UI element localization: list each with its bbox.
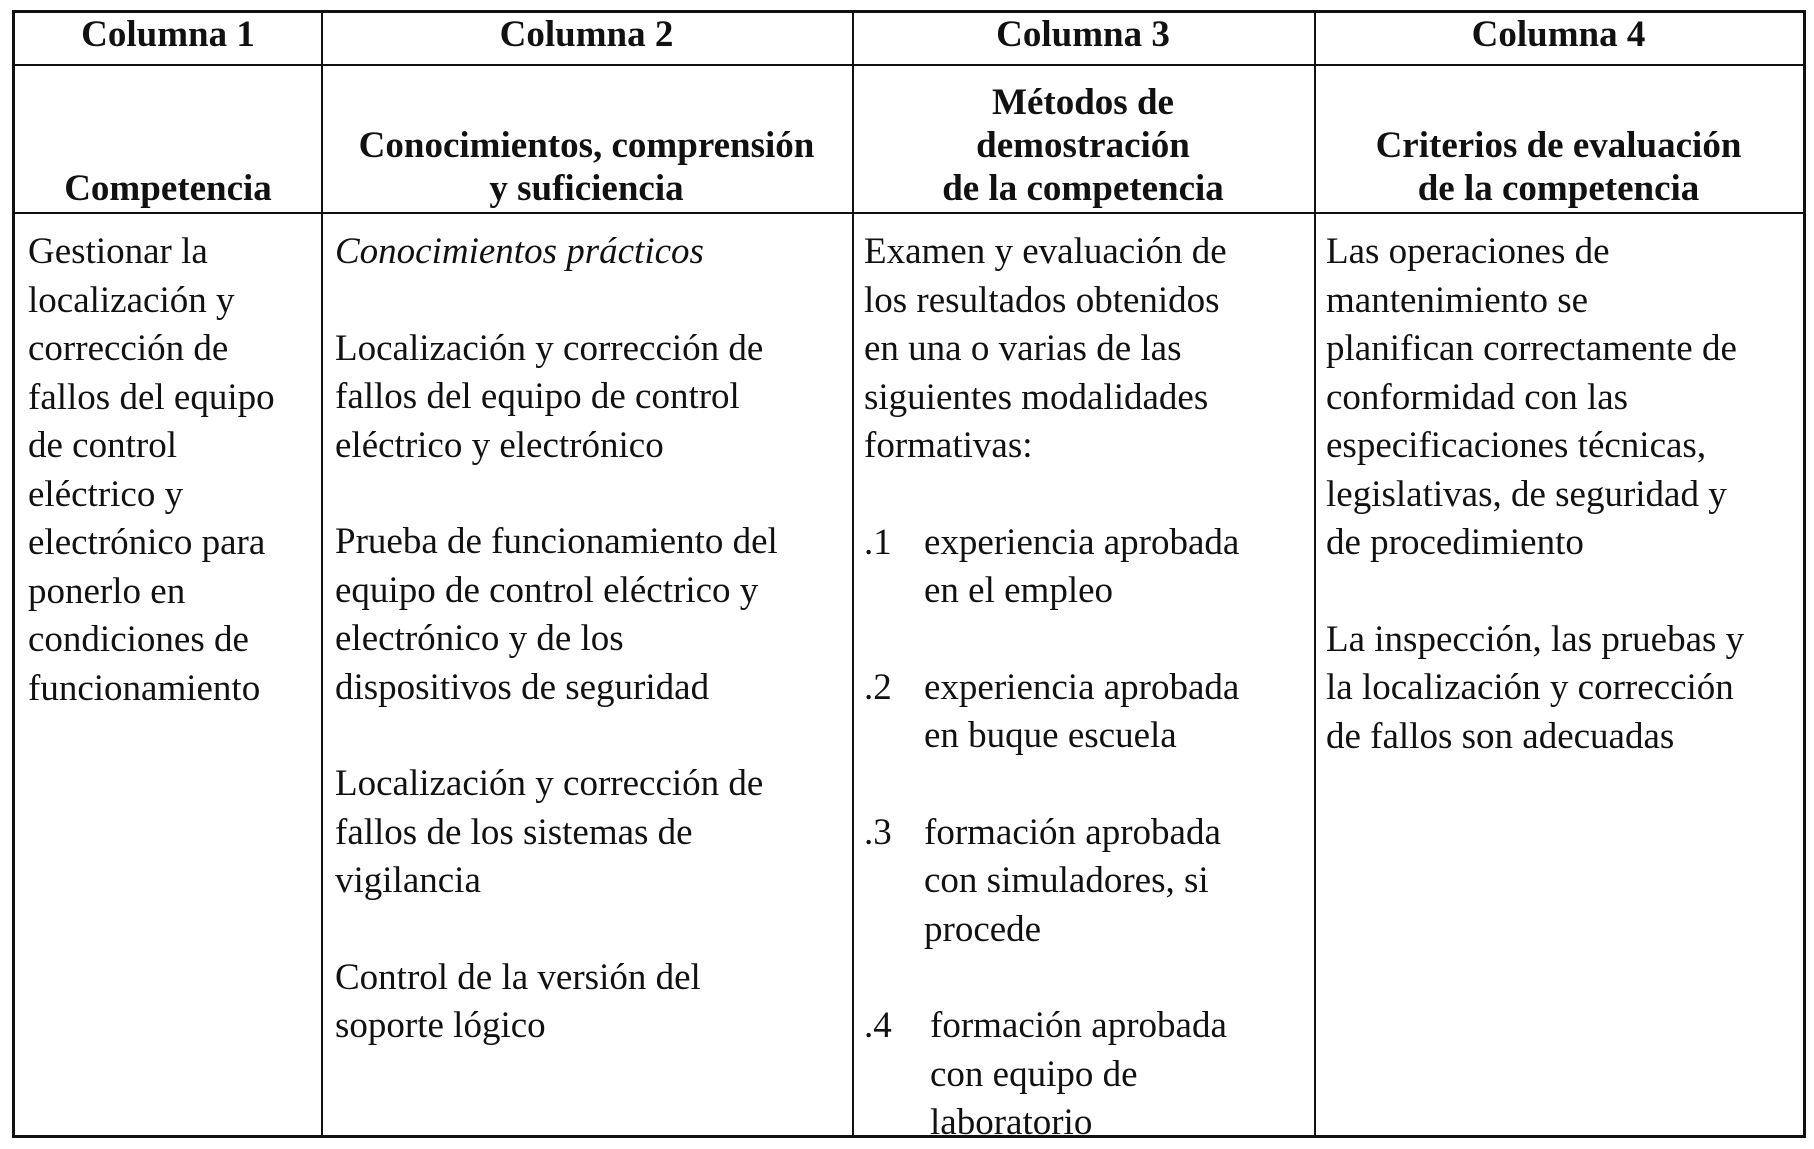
text-line: planifican correctamente de: [1326, 328, 1737, 369]
text-line: La inspección, las pruebas y: [1326, 618, 1745, 660]
column-number-3: Columna 3: [996, 14, 1170, 55]
text-line: experiencia aprobada: [924, 666, 1240, 708]
text-line: fallos de los sistemas de: [335, 811, 693, 853]
text-line: ponerlo en: [28, 570, 186, 612]
text-line: condiciones de: [28, 619, 249, 660]
text-line: funcionamiento: [28, 667, 261, 709]
header-line: Criterios de evaluación: [1375, 125, 1742, 166]
list-marker: .2: [864, 666, 892, 708]
text-line: con equipo de: [930, 1053, 1138, 1095]
text-line: soporte lógico: [335, 1005, 546, 1046]
column-number-1: Columna 1: [81, 14, 255, 55]
text-line: los resultados obtenidos: [864, 279, 1220, 321]
spacer: [1326, 568, 1802, 616]
conocimientos-cell: [335, 228, 850, 1051]
text-line: fallos del equipo de control: [335, 376, 740, 417]
metodos-cell: [864, 228, 1312, 1148]
header-line: Métodos de: [992, 82, 1174, 123]
spacer: [335, 277, 850, 325]
text-line: Control de la versión del: [335, 956, 701, 998]
text-line: laboratorio: [930, 1102, 1093, 1143]
text-line: Examen y evaluación de: [864, 231, 1227, 272]
text-line: electrónico y de los: [335, 618, 624, 659]
text-line: de procedimiento: [1326, 522, 1584, 563]
list-item: [864, 1002, 1312, 1148]
header-line: Competencia: [64, 168, 272, 209]
text-line: eléctrico y electrónico: [335, 424, 664, 466]
text-line: en el empleo: [924, 570, 1114, 611]
header-metodos: [852, 66, 1314, 212]
list-marker: .1: [864, 521, 892, 563]
text-line: Gestionar la: [28, 231, 208, 272]
text-line: eléctrico y: [28, 473, 184, 515]
text-line: equipo de control eléctrico y: [335, 569, 759, 611]
spacer: [335, 712, 850, 760]
column-number-4: Columna 4: [1471, 14, 1646, 55]
text-line: en una o varias de las: [864, 328, 1182, 369]
text-line: en buque escuela: [924, 715, 1177, 756]
text-line: experiencia aprobada: [924, 521, 1240, 563]
competencia-cell: [28, 228, 318, 713]
text-line: dispositivos de seguridad: [335, 666, 710, 708]
list-item: [864, 519, 1312, 616]
list-marker: .3: [864, 811, 892, 853]
header-line: demostración: [976, 125, 1190, 166]
text-line: la localización y corrección: [1326, 667, 1734, 708]
text-line: de fallos son adecuadas: [1326, 715, 1675, 757]
competence-table: [12, 10, 1806, 1143]
header-conocimientos: [321, 66, 852, 212]
spacer: [335, 470, 850, 518]
text-line: de control: [28, 425, 177, 466]
text-line: formación aprobada: [924, 811, 1221, 853]
column-number-2: Columna 2: [499, 14, 674, 55]
header-competencia: [15, 66, 321, 212]
spacer: [864, 471, 1312, 519]
text-line: Localización y corrección de: [335, 327, 764, 369]
text-line: formativas:: [864, 425, 1033, 466]
text-line: mantenimiento se: [1326, 279, 1589, 321]
text-line: fallos del equipo: [28, 376, 275, 418]
text-line: especificaciones técnicas,: [1326, 425, 1707, 466]
text-line: corrección de: [28, 328, 229, 369]
text-line: formación aprobada: [930, 1005, 1227, 1046]
text-line: Las operaciones de: [1326, 231, 1610, 272]
text-line: legislativas, de seguridad y: [1326, 473, 1727, 515]
spacer: [335, 906, 850, 954]
spacer: [864, 616, 1312, 664]
text-line: con simuladores, si: [924, 860, 1209, 901]
header-line: de la competencia: [1417, 168, 1700, 209]
section-subtitle: Conocimientos prácticos: [335, 231, 704, 272]
list-marker: .4: [864, 1005, 892, 1046]
text-line: electrónico para: [28, 522, 266, 563]
text-line: conformidad con las: [1326, 376, 1629, 418]
header-line: Conocimientos, comprensión: [358, 125, 815, 166]
header-line: de la competencia: [942, 168, 1224, 209]
criterios-cell: [1326, 228, 1802, 761]
header-criterios: [1314, 66, 1803, 212]
list-item: [864, 664, 1312, 761]
spacer: [864, 761, 1312, 809]
row-divider: [15, 212, 1803, 214]
spacer: [864, 954, 1312, 1002]
list-item: [864, 809, 1312, 955]
text-line: siguientes modalidades: [864, 376, 1209, 418]
text-line: procede: [924, 908, 1042, 950]
header-line: y suficiencia: [489, 168, 684, 209]
text-line: Prueba de funcionamiento del: [335, 521, 778, 562]
text-line: Localización y corrección de: [335, 763, 764, 804]
text-line: vigilancia: [335, 860, 481, 901]
text-line: localización y: [28, 279, 235, 321]
